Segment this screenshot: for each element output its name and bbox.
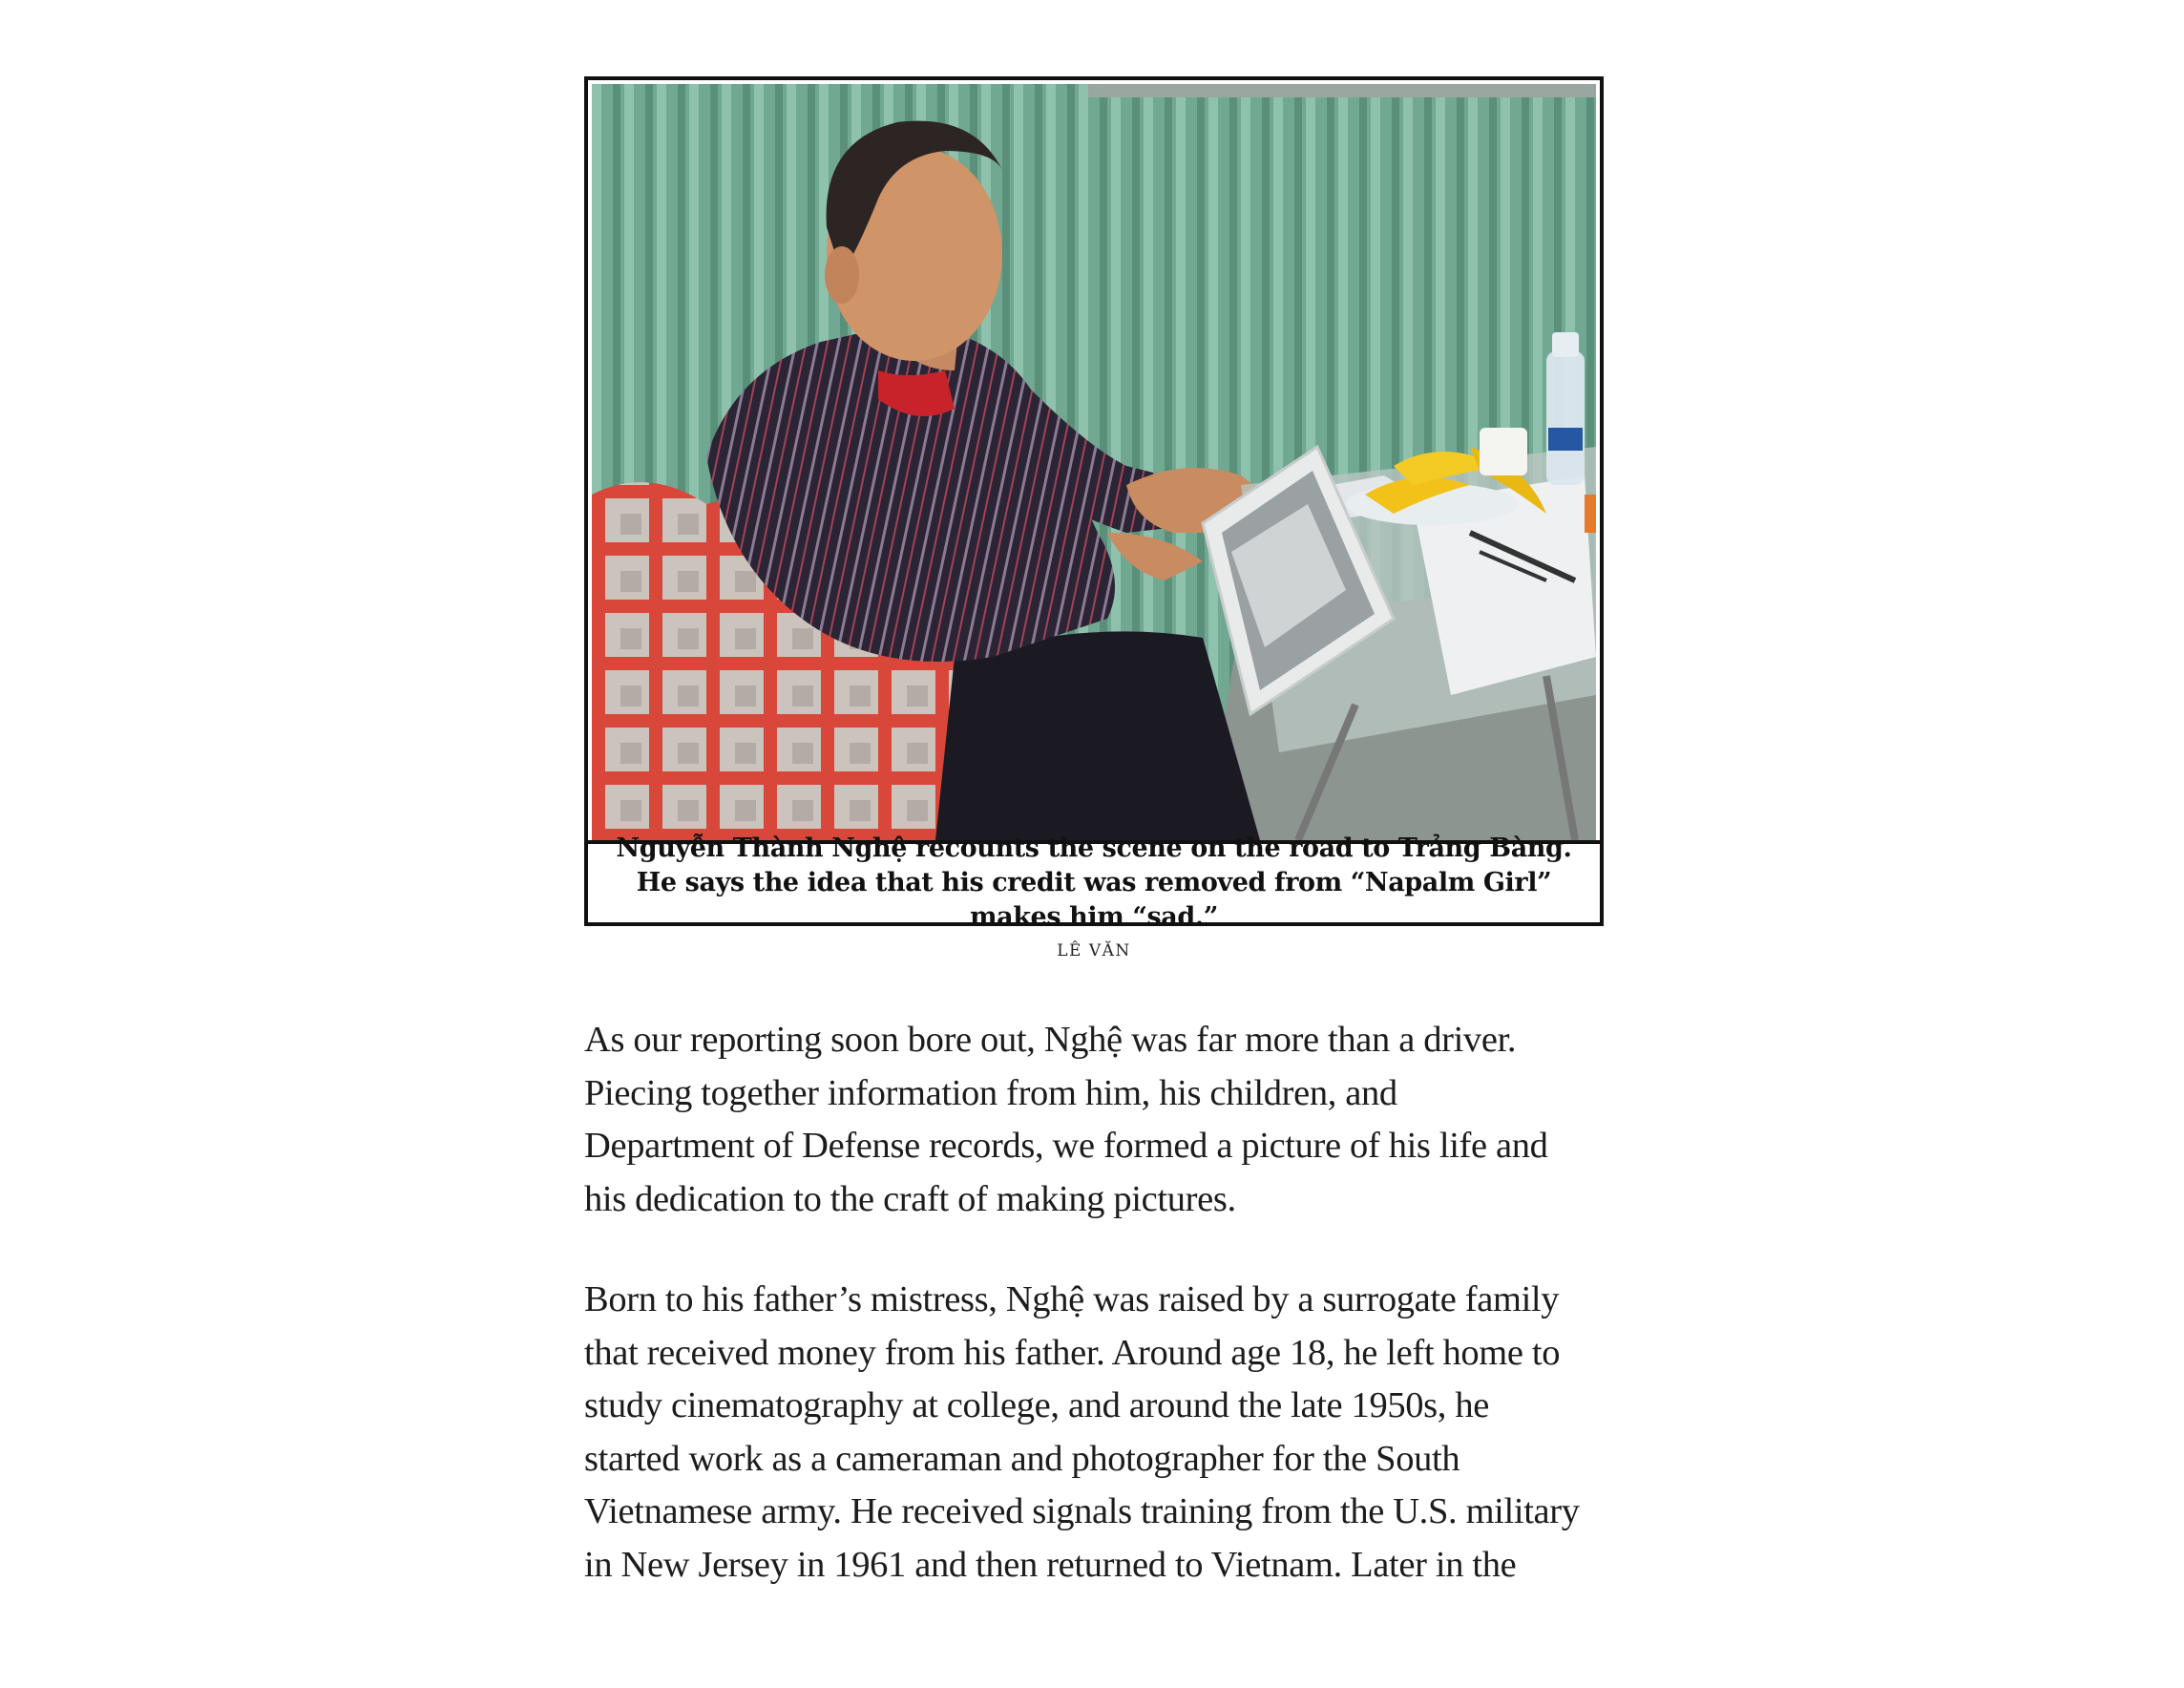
text-line: Department of Defense records, we formed a picture of his life and [584,1126,1548,1166]
photo-credit: LÊ VĂN [1057,941,1131,960]
paragraph [584,1014,1625,1226]
text-line: study cinematography at college, and around the late 1950s, he [584,1385,1489,1425]
water-bottle [1546,351,1585,485]
text-line: Vietnamese army. He received signals training from the U.S. military [584,1491,1580,1531]
photo-caption: Nguyễn Thành Nghệ recounts the scene on the road to Trảng Bàng. He says the idea that his credit was removed from “Napalm Girl” makes him “sad.” [616,833,1572,932]
article-body [584,1014,1625,1639]
text-line: As our reporting soon bore out, Nghệ was far more than a driver. [584,1020,1517,1060]
photo-illustration [592,84,1596,840]
caption-box [588,833,1600,932]
photo-figure [584,76,1604,932]
text-line: Born to his father’s mistress, Nghệ was raised by a surrogate family [584,1279,1560,1319]
text-line: in New Jersey in 1961 and then returned to Vietnam. Later in the [584,1544,1517,1585]
paragraph [584,1274,1625,1592]
photo [592,84,1596,840]
text-line: his dedication to the craft of making pictures. [584,1178,1236,1219]
text-line: started work as a cameraman and photographer for the South [584,1438,1460,1479]
text-line: Piecing together information from him, his children, and [584,1072,1397,1113]
text-line: that received money from his father. Around age 18, he left home to [584,1332,1561,1373]
